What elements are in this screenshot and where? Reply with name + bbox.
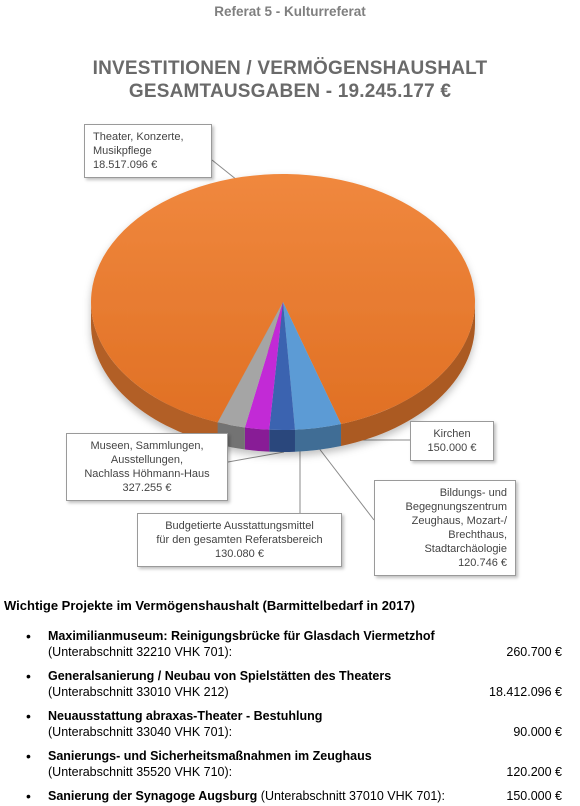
callout-theater [84, 124, 212, 178]
bullet-icon: • [26, 788, 31, 804]
callout-theater-line2: Musikpflege [93, 145, 152, 157]
bullet-icon: • [26, 628, 31, 644]
project-sub: (Unterabschnitt 35520 VHK 710): [48, 765, 233, 779]
bullet-icon: • [26, 748, 31, 764]
projects-title: Wichtige Projekte im Vermögenshaushalt (Barmittelbedarf in 2017) [4, 598, 415, 613]
callout-museen-line3: Nachlass Höhmann-Haus [84, 468, 210, 480]
callout-museen-line2: Ausstellungen, [110, 454, 184, 466]
project-name-text: Sanierung der Synagoge Augsburg [48, 789, 258, 803]
callout-bildung-value: 120.746 € [458, 557, 507, 569]
project-amount: 260.700 € [506, 645, 562, 659]
callout-theater-line1: Theater, Konzerte, [93, 131, 184, 143]
chart-title-line2: GESAMTAUSGABEN - 19.245.177 € [128, 81, 452, 102]
chart-title-line1: INVESTITIONEN / VERMÖGENSHAUSHALT [92, 58, 488, 79]
callout-kirchen [410, 421, 494, 461]
callout-bildung-line5: Stadtarchäologie [424, 543, 507, 555]
pie-slice-2-rim [269, 430, 295, 452]
project-sub: (Unterabschnitt 32210 VHK 701): [48, 645, 233, 659]
callout-bildung-line1: Bildungs- und [439, 487, 507, 499]
project-sub: (Unterabschnitt 33010 VHK 212) [48, 685, 229, 699]
callout-budget [137, 513, 342, 567]
callout-budget-value: 130.080 € [215, 548, 264, 560]
project-amount: 18.412.096 € [489, 685, 562, 699]
project-name: Neuausstattung abraxas-Theater - Bestuhlung [48, 709, 323, 723]
callout-bildung [374, 480, 516, 576]
project-name: Generalsanierung / Neubau von Spielstätten des Theaters [48, 669, 392, 683]
project-sub: (Unterabschnitt 33040 VHK 701): [48, 725, 233, 739]
leader-line-museen [228, 452, 284, 462]
project-name: Sanierungs- und Sicherheitsmaßnahmen im Zeughaus [48, 749, 372, 763]
callout-theater-value: 18.517.096 € [93, 159, 158, 171]
callout-budget-line2: für den gesamten Referatsbereich [156, 534, 323, 546]
project-amount: 150.000 € [506, 789, 562, 803]
pie-slice-3-rim [245, 427, 269, 451]
callout-museen-value: 327.255 € [122, 482, 172, 494]
leader-line-bildung [318, 447, 374, 520]
project-name: Maximilianmuseum: Reinigungsbrücke für Glasdach Viermetzhof [48, 629, 435, 643]
callout-museen-line1: Museen, Sammlungen, [90, 440, 204, 452]
callout-budget-line1: Budgetierte Ausstattungsmittel [165, 520, 314, 532]
project-sub: (Unterabschnitt 37010 VHK 701): [260, 789, 445, 803]
callout-kirchen-line1: Kirchen [433, 428, 471, 440]
page-header: Referat 5 - Kulturreferat [214, 4, 366, 19]
callout-bildung-line3: Zeughaus, Mozart-/ [411, 515, 507, 527]
bullet-icon: • [26, 668, 31, 684]
callout-museen [66, 433, 228, 501]
project-name [48, 788, 445, 804]
bullet-icon: • [26, 708, 31, 724]
callout-bildung-line2: Begegnungszentrum [405, 501, 507, 513]
project-amount: 90.000 € [513, 725, 562, 739]
callout-kirchen-value: 150.000 € [427, 442, 477, 454]
project-amount: 120.200 € [506, 765, 562, 779]
callout-bildung-line4: Brechthaus, [448, 529, 507, 541]
